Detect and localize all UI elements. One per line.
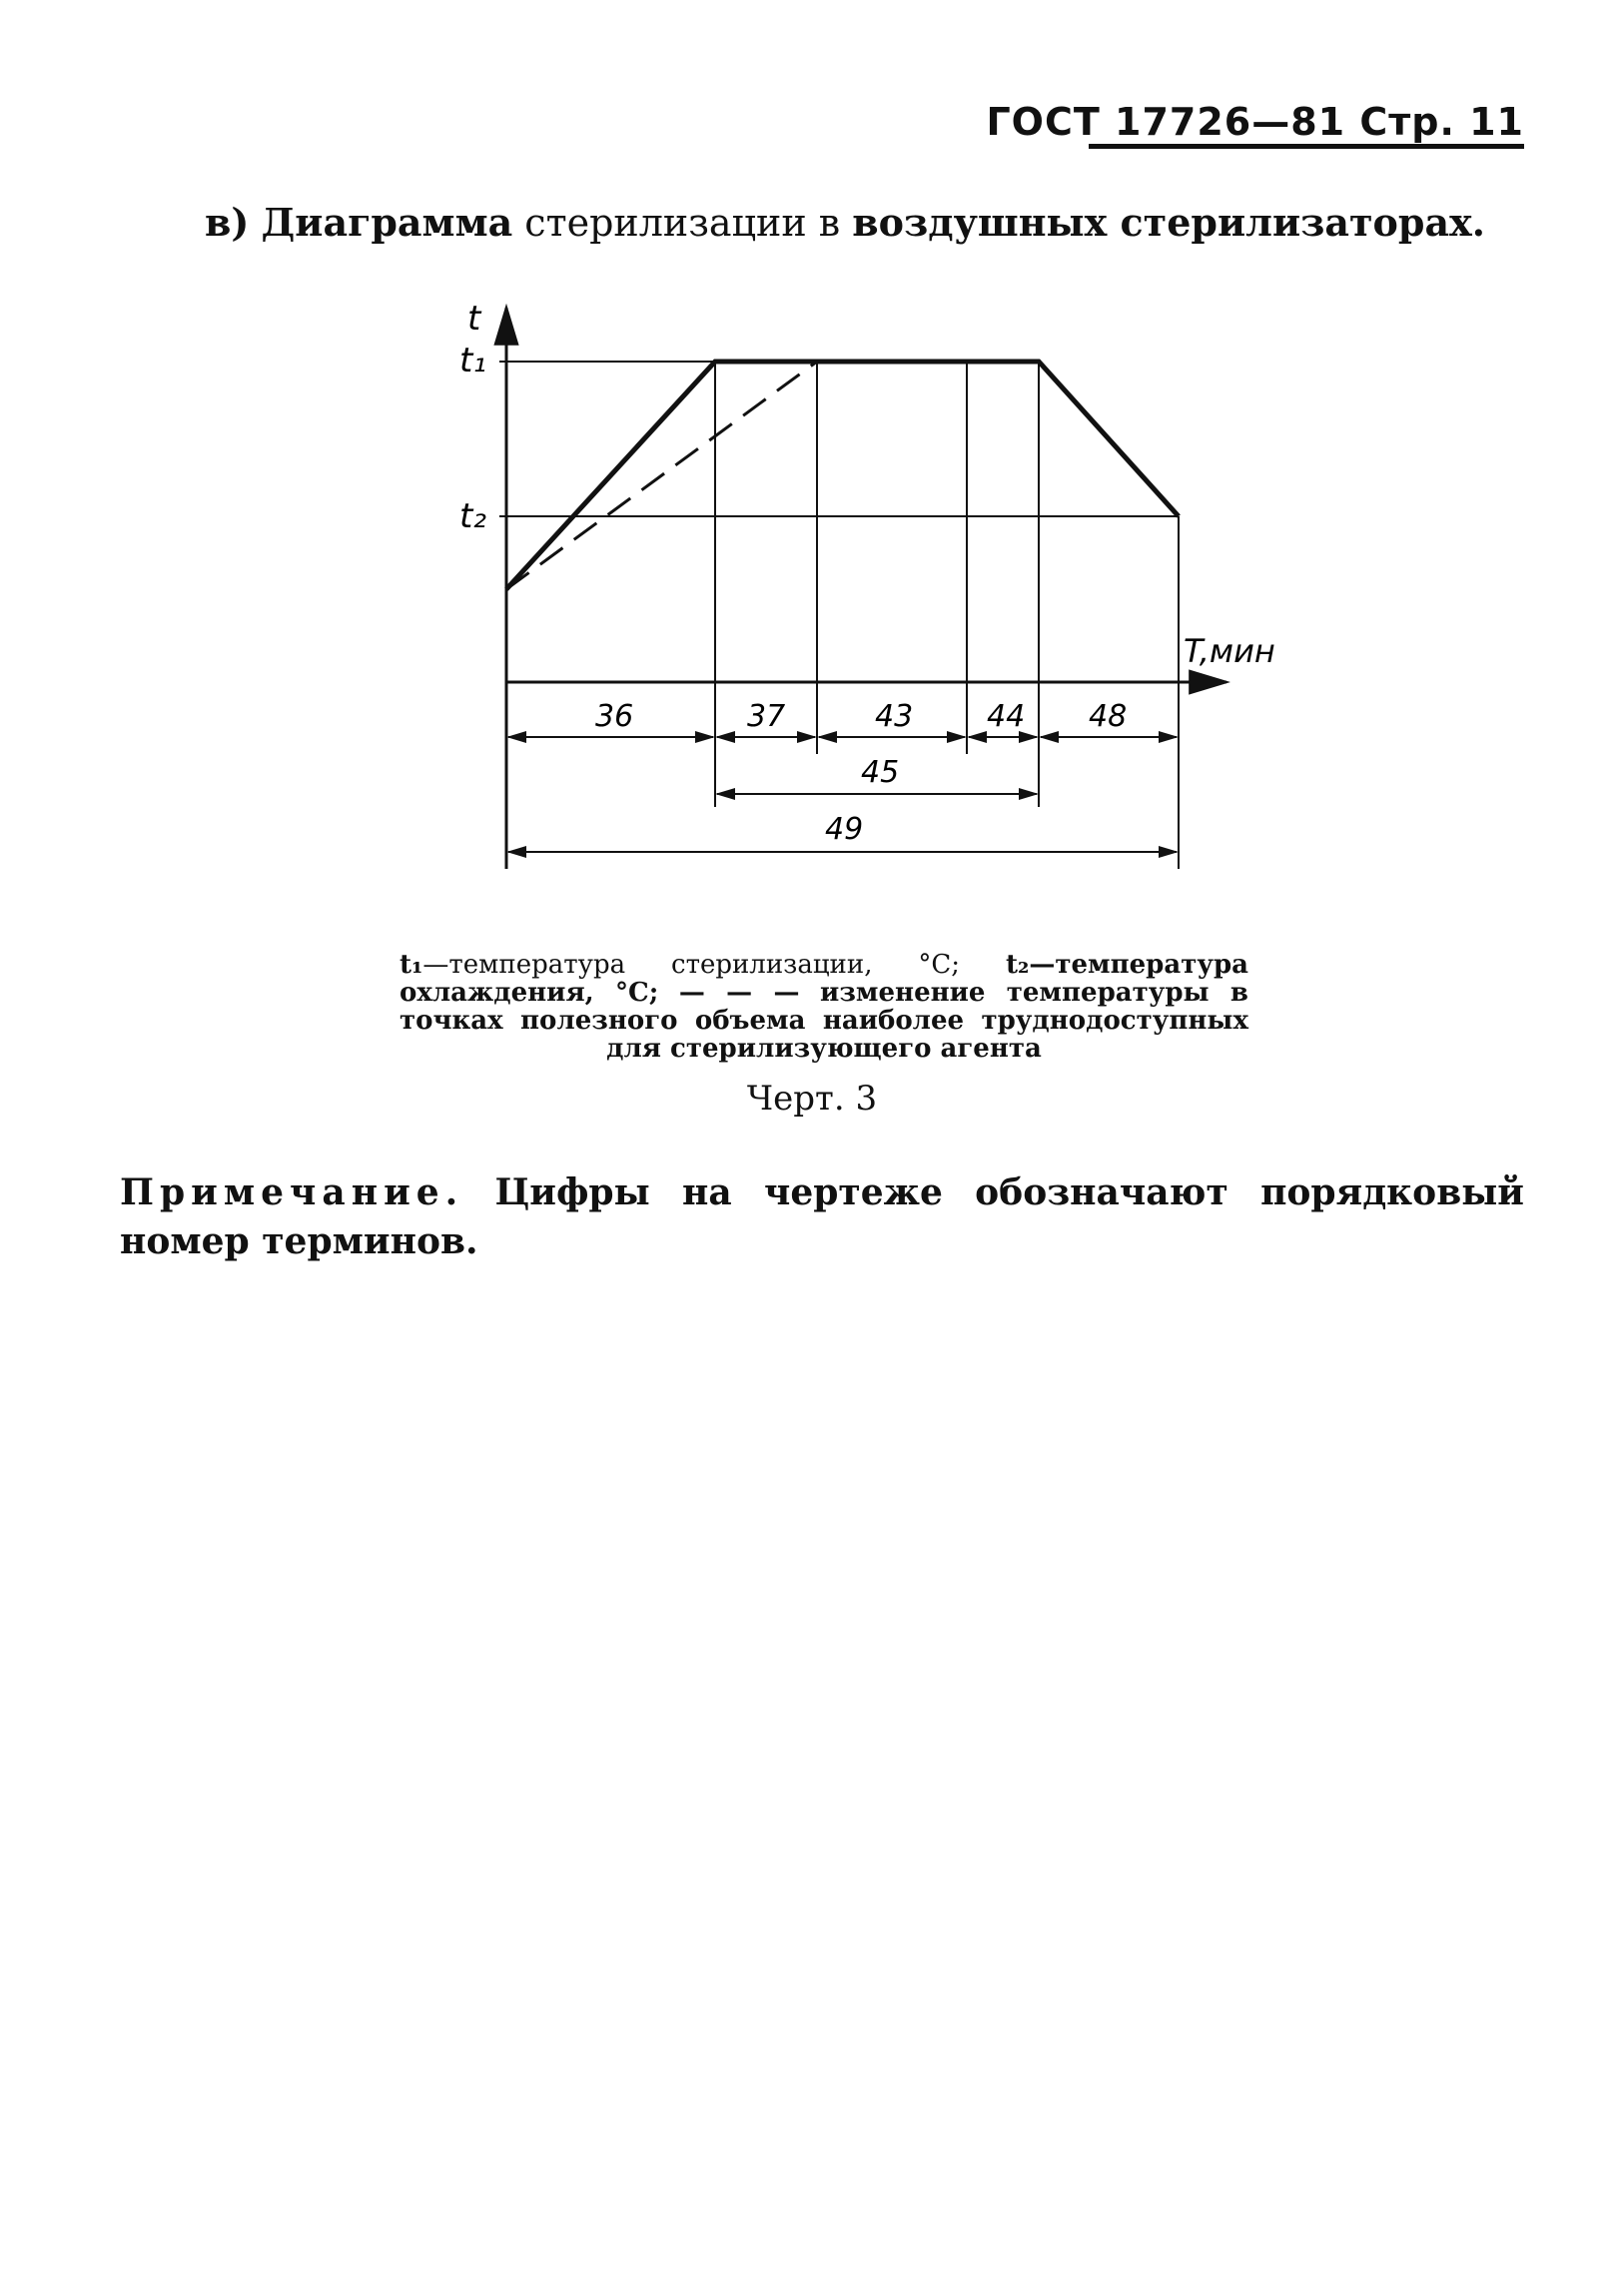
dim-label-36: 36 [595, 699, 634, 734]
sterilization-diagram [0, 0, 1624, 899]
temperature-curve-dashed [506, 362, 817, 589]
section-title-bold: Диаграмма [261, 200, 513, 245]
note-text: Цифры на чертеже обозначают порядковый номер терминов. [120, 1171, 1524, 1262]
caption-t2-desc: —температура охлаждения, °С; [400, 950, 1248, 1008]
dim-label-49: 49 [825, 812, 864, 847]
x-axis-label: T,мин [1184, 632, 1275, 670]
temperature-curve [506, 362, 1179, 589]
dim-label-43: 43 [875, 699, 914, 734]
section-title-rest: стерилизации в [524, 201, 841, 245]
caption-t1: t₁ [400, 950, 423, 980]
dim-label-37: 37 [747, 699, 786, 734]
caption-dash-symbol: — — — [678, 978, 800, 1008]
page-header: ГОСТ 17726—81 Стр. 11 [986, 100, 1524, 144]
t2-label: t₂ [459, 496, 486, 536]
caption-dash-desc: изменение температуры в точках полезного объема наиболее труднодоступных для стерилизующего агента [400, 978, 1248, 1064]
section-title-bold2: воздушных стерилизаторах. [852, 200, 1485, 245]
figure-caption [400, 951, 1248, 1063]
dim-label-44: 44 [987, 699, 1026, 734]
dim-label-48: 48 [1089, 699, 1128, 734]
section-marker: в) [205, 200, 250, 245]
caption-t2: t₂ [1005, 950, 1030, 980]
caption-t1-desc: —температура стерилизации, °С; [422, 950, 961, 980]
note-lead: Примечание. [120, 1171, 464, 1213]
dim-label-45: 45 [861, 755, 900, 790]
figure-title: Черт. 3 [746, 1079, 878, 1119]
y-axis-label: t [467, 299, 481, 339]
note-paragraph [120, 1168, 1524, 1266]
t1-label: t₁ [459, 341, 486, 381]
